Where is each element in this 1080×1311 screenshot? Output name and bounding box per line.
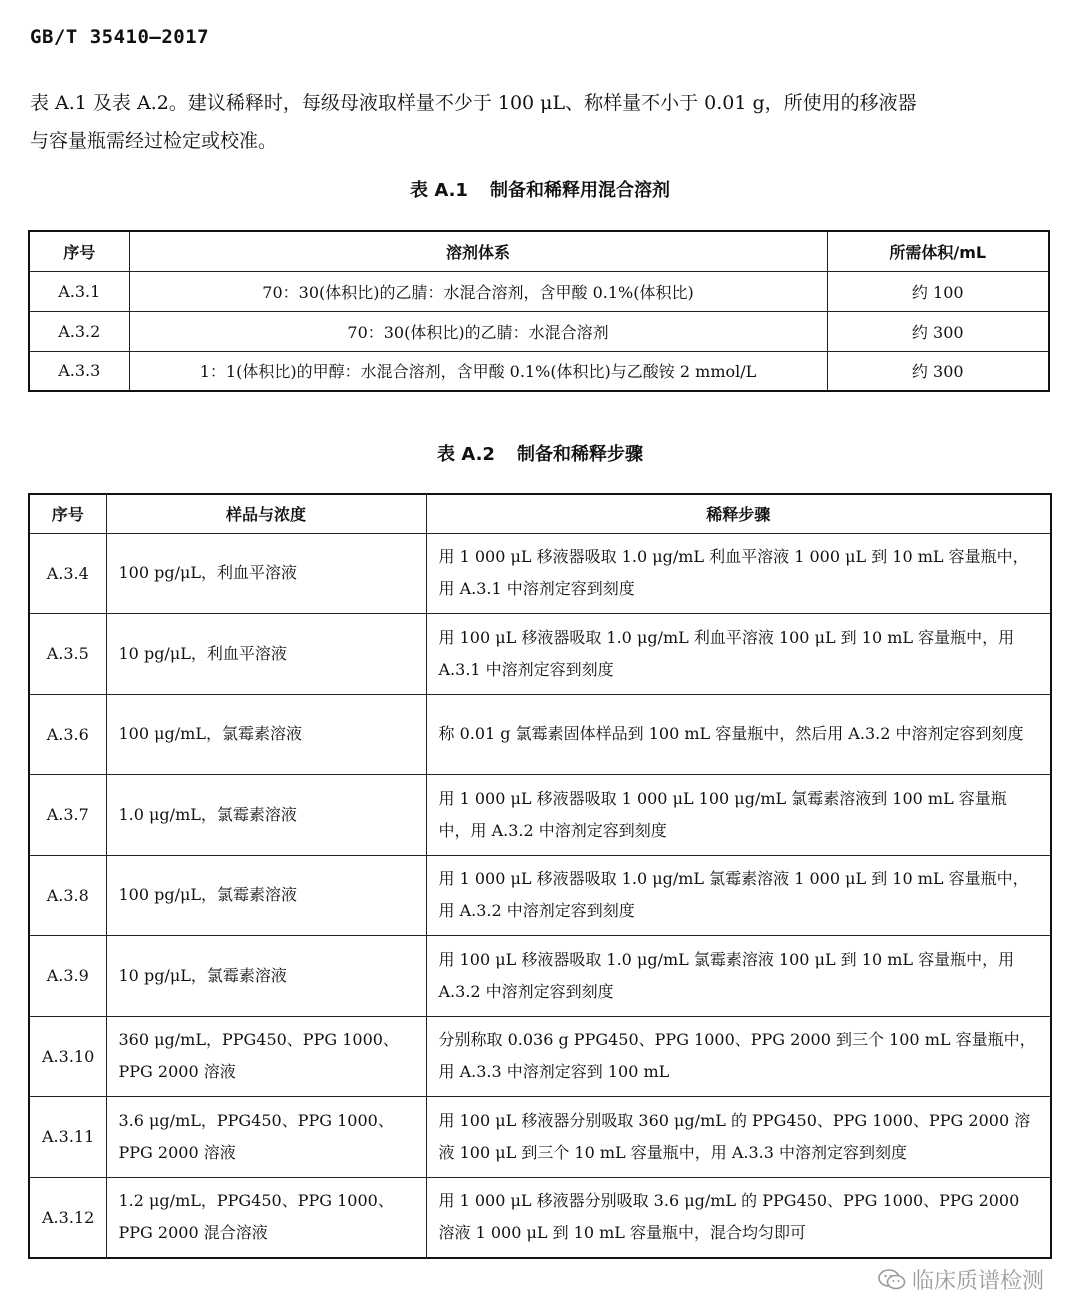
table-a1	[28, 230, 1050, 392]
table-cell-step: 用 100 μL 移液器吸取 1.0 μg/mL 氯霉素溶液 100 μL 到 10 mL 容量瓶中，用 A.3.2 中溶剂定容到刻度	[426, 936, 1051, 1017]
table-a2	[28, 493, 1052, 1259]
table-row	[29, 533, 1051, 614]
table-row	[29, 351, 1049, 391]
intro-line-1: 表 A.1 及表 A.2。建议稀释时，每级母液取样量不少于 100 μL、称样量不小于 0.01 g，所使用的移液器	[30, 92, 917, 114]
table-cell-step: 分别称取 0.036 g PPG450、PPG 1000、PPG 2000 到三个 100 mL 容量瓶中，用 A.3.3 中溶剂定容到 100 mL	[426, 1016, 1051, 1097]
table-cell-step: 用 100 μL 移液器吸取 1.0 μg/mL 利血平溶液 100 μL 到 10 mL 容量瓶中，用 A.3.1 中溶剂定容到刻度	[426, 614, 1051, 695]
table-row	[29, 936, 1051, 1017]
watermark	[874, 1262, 1048, 1297]
table-row	[29, 775, 1051, 856]
intro-paragraph	[30, 84, 1055, 160]
table-cell-no: A.3.1	[29, 271, 129, 311]
table-a1-caption-number: 表 A.1	[410, 180, 468, 201]
table-a1-header-volume: 所需体积/mL	[827, 231, 1049, 271]
table-cell-volume: 约 300	[827, 351, 1049, 391]
table-cell-no: A.3.8	[29, 855, 106, 936]
table-a2-header-row	[29, 494, 1051, 533]
table-a1-header-row	[29, 231, 1049, 271]
table-cell-no: A.3.5	[29, 614, 106, 695]
table-a2-caption	[0, 440, 1080, 466]
table-cell-solvent: 70：30(体积比)的乙腈：水混合溶剂，含甲酸 0.1%(体积比)	[129, 271, 827, 311]
table-cell-no: A.3.6	[29, 694, 106, 775]
table-row	[29, 1097, 1051, 1178]
table-a1-header-no: 序号	[29, 231, 129, 271]
wechat-icon	[878, 1268, 906, 1292]
table-cell-step: 用 100 μL 移液器分别吸取 360 μg/mL 的 PPG450、PPG 1000、PPG 2000 溶液 100 μL 到三个 10 mL 容量瓶中，用 A.3.3 中溶剂定容到刻度	[426, 1097, 1051, 1178]
intro-line-2: 与容量瓶需经过检定或校准。	[30, 130, 278, 152]
table-cell-no: A.3.7	[29, 775, 106, 856]
table-cell-volume: 约 100	[827, 271, 1049, 311]
table-cell-step: 用 1 000 μL 移液器吸取 1.0 μg/mL 氯霉素溶液 1 000 μL 到 10 mL 容量瓶中，用 A.3.2 中溶剂定容到刻度	[426, 855, 1051, 936]
table-cell-sample: 360 μg/mL，PPG450、PPG 1000、PPG 2000 溶液	[106, 1016, 426, 1097]
table-a2-header-step: 稀释步骤	[426, 494, 1051, 533]
table-cell-solvent: 1：1(体积比)的甲醇：水混合溶剂，含甲酸 0.1%(体积比)与乙酸铵 2 mmol/L	[129, 351, 827, 391]
table-a2-caption-number: 表 A.2	[437, 444, 495, 465]
table-a1-header-solvent: 溶剂体系	[129, 231, 827, 271]
table-cell-step: 用 1 000 μL 移液器吸取 1.0 μg/mL 利血平溶液 1 000 μL 到 10 mL 容量瓶中，用 A.3.1 中溶剂定容到刻度	[426, 533, 1051, 614]
table-cell-no: A.3.4	[29, 533, 106, 614]
table-cell-sample: 100 pg/μL，利血平溶液	[106, 533, 426, 614]
table-a2-caption-title: 制备和稀释步骤	[516, 444, 643, 465]
table-cell-no: A.3.11	[29, 1097, 106, 1178]
table-cell-no: A.3.3	[29, 351, 129, 391]
table-cell-sample: 100 pg/μL，氯霉素溶液	[106, 855, 426, 936]
table-a1-caption-title: 制备和稀释用混合溶剂	[489, 180, 670, 201]
table-cell-no: A.3.12	[29, 1177, 106, 1258]
table-row	[29, 1016, 1051, 1097]
table-cell-sample: 1.2 μg/mL，PPG450、PPG 1000、PPG 2000 混合溶液	[106, 1177, 426, 1258]
table-row	[29, 1177, 1051, 1258]
table-cell-volume: 约 300	[827, 311, 1049, 351]
table-cell-sample: 100 μg/mL，氯霉素溶液	[106, 694, 426, 775]
table-row	[29, 311, 1049, 351]
table-cell-solvent: 70：30(体积比)的乙腈：水混合溶剂	[129, 311, 827, 351]
table-cell-step: 用 1 000 μL 移液器吸取 1 000 μL 100 μg/mL 氯霉素溶液到 100 mL 容量瓶中，用 A.3.2 中溶剂定容到刻度	[426, 775, 1051, 856]
table-cell-step: 用 1 000 μL 移液器分别吸取 3.6 μg/mL 的 PPG450、PPG 1000、PPG 2000 溶液 1 000 μL 到 10 mL 容量瓶中，混合均匀即可	[426, 1177, 1051, 1258]
table-a1-caption	[0, 176, 1080, 202]
table-a2-header-no: 序号	[29, 494, 106, 533]
table-cell-sample: 10 pg/μL，利血平溶液	[106, 614, 426, 695]
table-cell-sample: 1.0 μg/mL，氯霉素溶液	[106, 775, 426, 856]
standard-number: GB/T 35410—2017	[30, 26, 210, 48]
table-row	[29, 855, 1051, 936]
table-cell-no: A.3.2	[29, 311, 129, 351]
table-row	[29, 271, 1049, 311]
table-cell-no: A.3.10	[29, 1016, 106, 1097]
table-a2-header-sample: 样品与浓度	[106, 494, 426, 533]
table-cell-no: A.3.9	[29, 936, 106, 1017]
table-cell-sample: 10 pg/μL，氯霉素溶液	[106, 936, 426, 1017]
table-row	[29, 694, 1051, 775]
watermark-text: 临床质谱检测	[911, 1269, 1044, 1294]
table-row	[29, 614, 1051, 695]
table-cell-step: 称 0.01 g 氯霉素固体样品到 100 mL 容量瓶中，然后用 A.3.2 中溶剂定容到刻度	[426, 694, 1051, 775]
table-cell-sample: 3.6 μg/mL，PPG450、PPG 1000、PPG 2000 溶液	[106, 1097, 426, 1178]
